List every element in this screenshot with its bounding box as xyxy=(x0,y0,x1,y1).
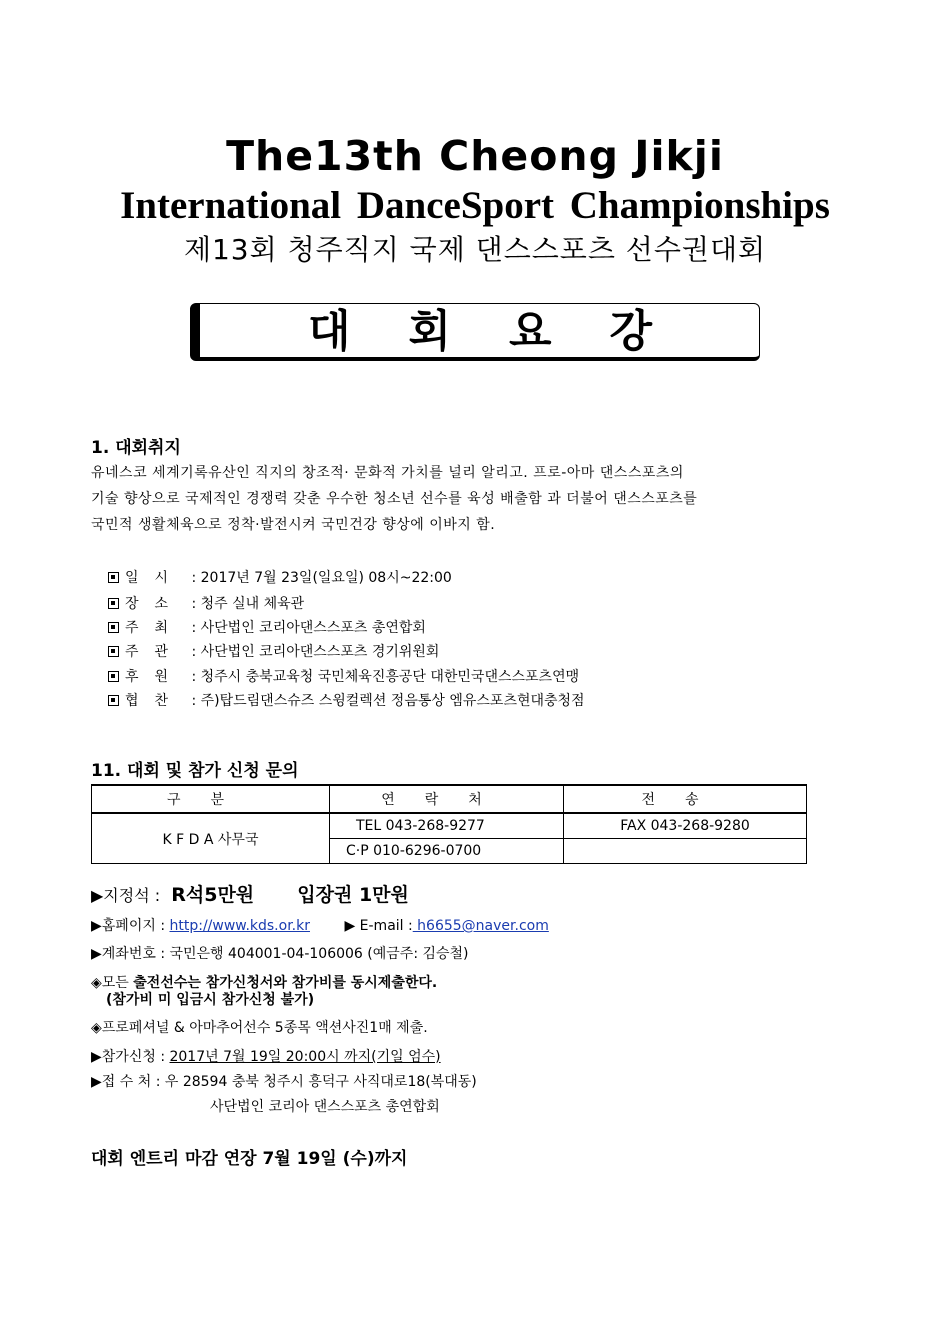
purpose-line-2: 기술 향상으로 국제적인 경쟁력 갖춘 우수한 청소년 선수를 육성 배출함 과 더불어 댄스스포츠를 xyxy=(91,491,698,507)
checkbox-bullet-icon xyxy=(108,622,119,633)
notice-1-bold: 출전선수는 참가신청서와 참가비를 동시제출한다. xyxy=(133,975,438,991)
header-category: 구분 xyxy=(92,785,330,813)
header-contact: 연락처 xyxy=(330,785,564,813)
homepage-line xyxy=(91,915,549,935)
info-row-sponsor: 후원 : 청주시 충북교육청 국민체육진흥공단 대한민국댄스스포츠연맹 xyxy=(108,666,579,686)
title-line-2: International DanceSport Championships xyxy=(120,184,830,227)
receipt-address: 우 28594 충북 청주시 흥덕구 사직대로18(복대동) xyxy=(164,1074,477,1090)
checkbox-bullet-icon xyxy=(108,671,119,682)
checkbox-bullet-icon xyxy=(108,695,119,706)
fax-cell: FAX 043-268-9280 xyxy=(564,813,807,839)
info-row-date: 일시 : 2017년 7월 23일(일요일) 08시~22:00 xyxy=(108,567,452,587)
receipt-org: 사단법인 코리아 댄스스포츠 총연합회 xyxy=(210,1099,440,1115)
entry-deadline-notice: 대회 엔트리 마감 연장 7월 19일 (수)까지 xyxy=(91,1149,408,1169)
checkbox-bullet-icon xyxy=(108,572,119,583)
notice-1: ◈모든 출전선수는 참가신청서와 참가비를 동시제출한다. xyxy=(91,975,438,991)
deadline-line: ▶참가신청 : 2017년 7월 19일 20:00시 까지(기일 엄수) xyxy=(91,1049,441,1065)
purpose-line-1: 유네스코 세계기록유산인 직지의 창조적· 문화적 가치를 널리 알리고. 프로-아마 댄스스포츠의 xyxy=(91,465,684,481)
cp-cell: C·P 010-6296-0700 xyxy=(330,839,564,864)
section-1-heading: 1. 대회취지 xyxy=(91,438,181,458)
email-link[interactable]: h6655@naver.com xyxy=(412,918,549,934)
empty-cell xyxy=(564,839,807,864)
info-row-host: 주최 : 사단법인 코리아댄스스포츠 총연합회 xyxy=(108,617,426,637)
seats-line xyxy=(91,880,409,907)
info-row-support: 협찬 : 주)탑드림댄스슈즈 스윙컬렉션 정음통상 엠유스포츠현대충청점 xyxy=(108,690,585,710)
info-row-venue: 장소 : 청주 실내 체육관 xyxy=(108,593,304,613)
info-row-organizer: 주관 : 사단법인 코리아댄스스포츠 경기위원회 xyxy=(108,641,439,661)
deadline-value: 2017년 7월 19일 20:00시 까지(기일 엄수) xyxy=(169,1049,441,1065)
homepage-link[interactable]: http://www.kds.or.kr xyxy=(169,918,310,934)
table-header-row xyxy=(92,785,807,813)
banner-title: 대회요강 xyxy=(307,306,710,357)
table-row xyxy=(92,813,807,839)
email-label: ▶ E-mail : xyxy=(344,918,413,934)
org-cell: K F D A 사무국 xyxy=(92,813,330,864)
section-2-heading: 11. 대회 및 참가 신청 문의 xyxy=(91,761,299,781)
seats-label: ▶지정석 : xyxy=(91,886,161,905)
title-line-1: The13th Cheong Jikji xyxy=(226,132,724,180)
checkbox-bullet-icon xyxy=(108,598,119,609)
account-line: ▶계좌번호 : 국민은행 404001-04-106006 (예금주: 김승철) xyxy=(91,946,469,962)
title-line-3-korean: 제13회 청주직지 국제 댄스스포츠 선수권대회 xyxy=(183,233,767,266)
checkbox-bullet-icon xyxy=(108,646,119,657)
purpose-line-3: 국민적 생활체육으로 정착·발전시켜 국민건강 향상에 이바지 함. xyxy=(91,517,496,533)
header-fax: 전송 xyxy=(564,785,807,813)
notice-2: ◈프로페셔널 & 아마추어선수 5종목 액션사진1매 제출. xyxy=(91,1020,428,1036)
homepage-label: ▶홈페이지 : xyxy=(91,918,166,934)
ticket-price: 입장권 1만원 xyxy=(297,884,409,906)
receipt-line: ▶접 수 처 : 우 28594 충북 청주시 흥덕구 사직대로18(복대동) xyxy=(91,1074,477,1090)
contact-table xyxy=(91,784,807,864)
tel-cell: TEL 043-268-9277 xyxy=(330,813,564,839)
r-seat-price: R석5만원 xyxy=(171,884,255,906)
notice-1-line-2: (참가비 미 입금시 참가신청 불가) xyxy=(106,992,315,1008)
